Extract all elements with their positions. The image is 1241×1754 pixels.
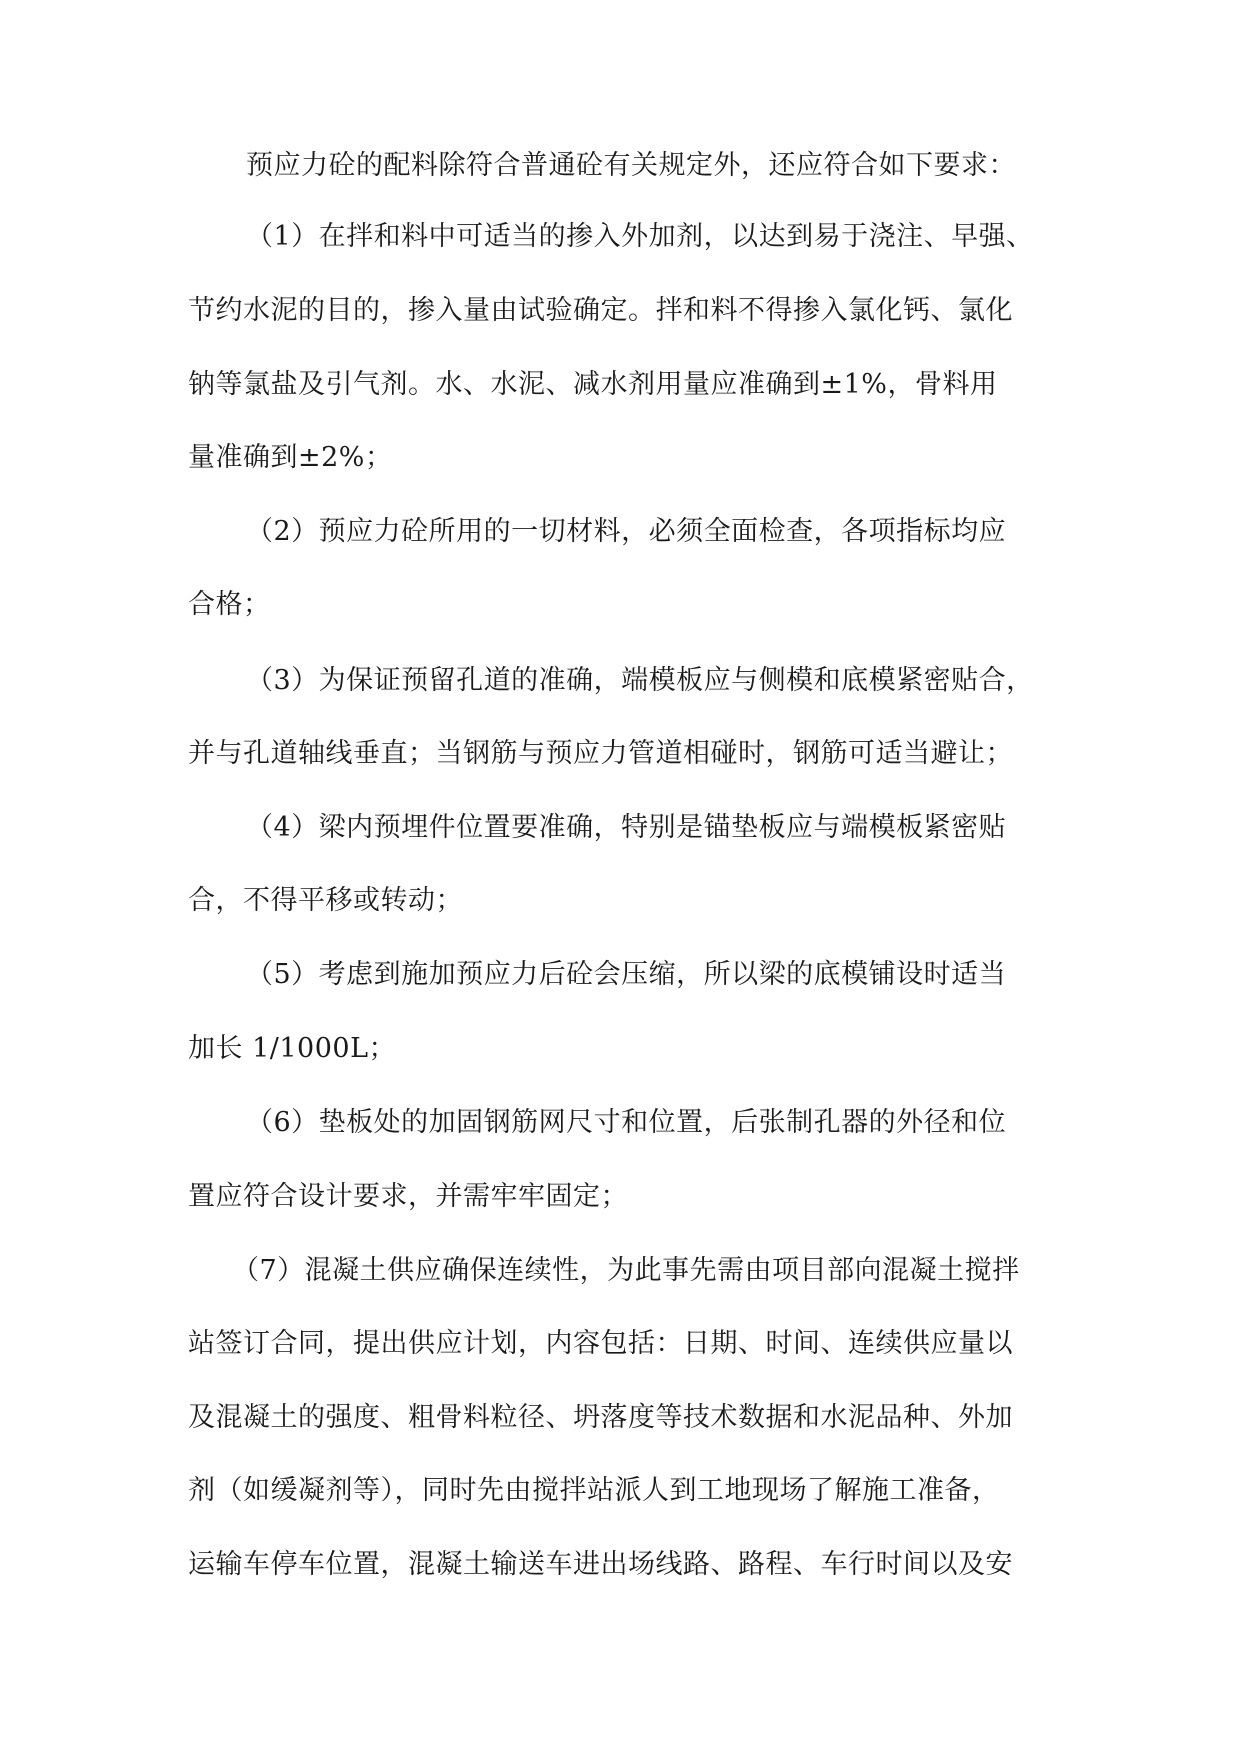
text-line: （6）垫板处的加固钢筋网尺寸和位置，后张制孔器的外径和位 — [246, 1107, 1007, 1138]
text-line: 预应力砼的配料除符合普通砼有关规定外，还应符合如下要求： — [246, 150, 1016, 181]
text-line: 合，不得平移或转动； — [188, 885, 463, 916]
text-line: 钠等氯盐及引气剂。水、水泥、减水剂用量应准确到±1%，骨料用 — [188, 369, 998, 400]
text-line: （7）混凝土供应确保连续性，为此事先需由项目部向混凝土搅拌 — [232, 1255, 1020, 1286]
text-line: 合格； — [188, 589, 271, 620]
text-line: 及混凝土的强度、粗骨料粒径、坍落度等技术数据和水泥品种、外加 — [188, 1402, 1013, 1433]
text-line: 加长 1/1000L； — [188, 1033, 396, 1064]
text-line: 置应符合设计要求，并需牢牢固定； — [188, 1181, 628, 1212]
text-line: （5）考虑到施加预应力后砼会压缩，所以梁的底模铺设时适当 — [246, 959, 1007, 990]
text-line: （1）在拌和料中可适当的掺入外加剂，以达到易于浇注、早强、 — [246, 221, 1034, 252]
text-line: 站签订合同，提出供应计划，内容包括：日期、时间、连续供应量以 — [188, 1328, 1013, 1359]
text-line: （4）梁内预埋件位置要准确，特别是锚垫板应与端模板紧密贴 — [246, 812, 1007, 843]
text-line: 量准确到±2%； — [188, 442, 393, 473]
text-line: 剂（如缓凝剂等），同时先由搅拌站派人到工地现场了解施工准备， — [188, 1475, 1000, 1506]
text-line: 运输车停车位置，混凝土输送车进出场线路、路程、车行时间以及安 — [188, 1549, 1013, 1580]
text-line: 节约水泥的目的，掺入量由试验确定。拌和料不得掺入氯化钙、氯化 — [188, 295, 1013, 326]
text-line: （3）为保证预留孔道的准确，端模板应与侧模和底模紧密贴合， — [246, 665, 1034, 696]
text-line: （2）预应力砼所用的一切材料，必须全面检查，各项指标均应 — [246, 516, 1007, 547]
text-line: 并与孔道轴线垂直；当钢筋与预应力管道相碰时，钢筋可适当避让； — [188, 738, 1013, 769]
